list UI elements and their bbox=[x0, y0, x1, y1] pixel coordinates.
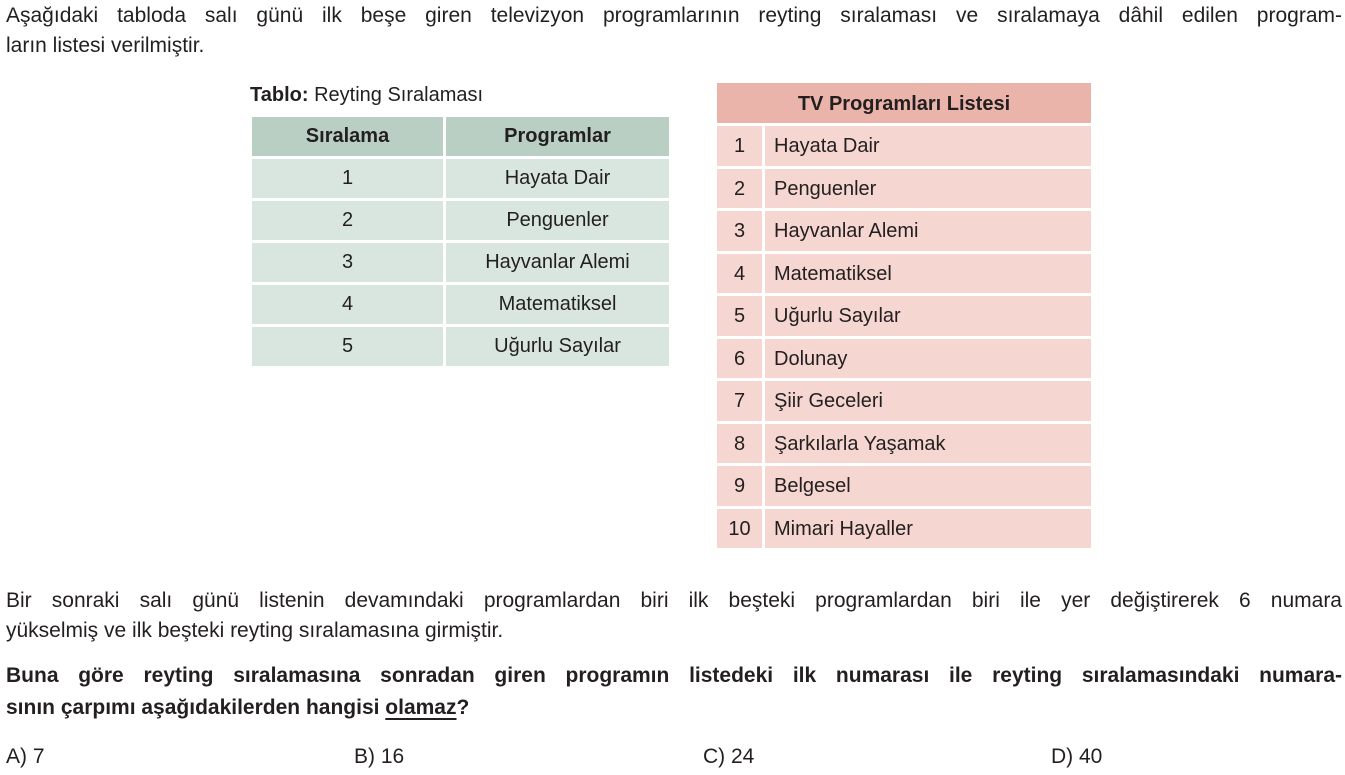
list-item-name: Matematiksel bbox=[765, 254, 1091, 294]
choice-d[interactable]: D) 40 bbox=[1051, 745, 1103, 768]
program-cell: Uğurlu Sayılar bbox=[446, 327, 669, 366]
list-item bbox=[717, 509, 1091, 549]
list-item bbox=[717, 339, 1091, 379]
program-cell: Penguenler bbox=[446, 201, 669, 240]
tv-list-title: TV Programları Listesi bbox=[717, 83, 1091, 123]
caption-title: Reyting Sıralaması bbox=[308, 84, 484, 106]
problem-paragraph bbox=[6, 586, 1342, 646]
caption-label: Tablo: bbox=[250, 84, 309, 106]
answer-choices bbox=[0, 741, 1345, 773]
program-cell: Matematiksel bbox=[446, 285, 669, 324]
problem-line-2: yükselmiş ve ilk beşteki reyting sıralamasına girmiştir. bbox=[6, 619, 504, 642]
list-item-number: 4 bbox=[717, 254, 762, 294]
list-item-name: Belgesel bbox=[765, 466, 1091, 506]
header-rank: Sıralama bbox=[252, 117, 443, 156]
table-row bbox=[252, 201, 669, 240]
rating-table-header-row bbox=[252, 117, 669, 156]
program-cell: Hayata Dair bbox=[446, 159, 669, 198]
list-item-name: Uğurlu Sayılar bbox=[765, 296, 1091, 336]
list-item-name: Dolunay bbox=[765, 339, 1091, 379]
list-item-number: 8 bbox=[717, 424, 762, 464]
list-item-name: Şiir Geceleri bbox=[765, 381, 1091, 421]
rating-table-caption bbox=[250, 82, 483, 108]
list-item-number: 6 bbox=[717, 339, 762, 379]
question-line-2 bbox=[6, 692, 1342, 724]
table-row bbox=[252, 327, 669, 366]
choice-a[interactable]: A) 7 bbox=[6, 745, 45, 768]
list-item bbox=[717, 424, 1091, 464]
list-item bbox=[717, 126, 1091, 166]
table-row bbox=[252, 243, 669, 282]
rank-cell: 1 bbox=[252, 159, 443, 198]
header-programs: Programlar bbox=[446, 117, 669, 156]
table-row bbox=[252, 159, 669, 198]
list-item bbox=[717, 466, 1091, 506]
rank-cell: 4 bbox=[252, 285, 443, 324]
question-emphasis: olamaz bbox=[385, 696, 457, 719]
rank-cell: 5 bbox=[252, 327, 443, 366]
table-row bbox=[252, 285, 669, 324]
list-item-name: Mimari Hayaller bbox=[765, 509, 1091, 549]
list-item-number: 9 bbox=[717, 466, 762, 506]
list-item-number: 1 bbox=[717, 126, 762, 166]
question-line-1: Buna göre reyting sıralamasına sonradan giren programın listedeki ilk numarası ile reyting sıralamasındaki numara- bbox=[6, 664, 1342, 687]
list-item-number: 7 bbox=[717, 381, 762, 421]
choice-b[interactable]: B) 16 bbox=[354, 745, 405, 768]
list-item-number: 3 bbox=[717, 211, 762, 251]
program-cell: Hayvanlar Alemi bbox=[446, 243, 669, 282]
question-mark: ? bbox=[456, 696, 470, 719]
list-item bbox=[717, 296, 1091, 336]
intro-line-1: Aşağıdaki tabloda salı günü ilk beşe giren televizyon programlarının reyting sıralaması ve sıralamaya dâhil edilen program- bbox=[6, 4, 1342, 27]
list-item-name: Hayvanlar Alemi bbox=[765, 211, 1091, 251]
list-item-number: 5 bbox=[717, 296, 762, 336]
problem-line-1: Bir sonraki salı günü listenin devamındaki programlardan biri ilk beşteki programlardan biri ile yer değiştirerek 6 numara bbox=[6, 589, 1342, 612]
list-item bbox=[717, 254, 1091, 294]
choice-c[interactable]: C) 24 bbox=[703, 745, 755, 768]
intro-text bbox=[6, 1, 1342, 61]
intro-line-2: ların listesi verilmiştir. bbox=[6, 34, 205, 57]
list-item-number: 2 bbox=[717, 169, 762, 209]
question-text bbox=[6, 660, 1342, 724]
rank-cell: 3 bbox=[252, 243, 443, 282]
question-line-2-prefix: sının çarpımı aşağıdakilerden hangisi bbox=[6, 696, 386, 719]
list-item-number: 10 bbox=[717, 509, 762, 549]
list-item bbox=[717, 381, 1091, 421]
list-item bbox=[717, 169, 1091, 209]
tv-program-list bbox=[717, 83, 1091, 548]
list-item-name: Penguenler bbox=[765, 169, 1091, 209]
list-item-name: Şarkılarla Yaşamak bbox=[765, 424, 1091, 464]
list-item-name: Hayata Dair bbox=[765, 126, 1091, 166]
rank-cell: 2 bbox=[252, 201, 443, 240]
rating-table bbox=[249, 114, 672, 369]
list-item bbox=[717, 211, 1091, 251]
